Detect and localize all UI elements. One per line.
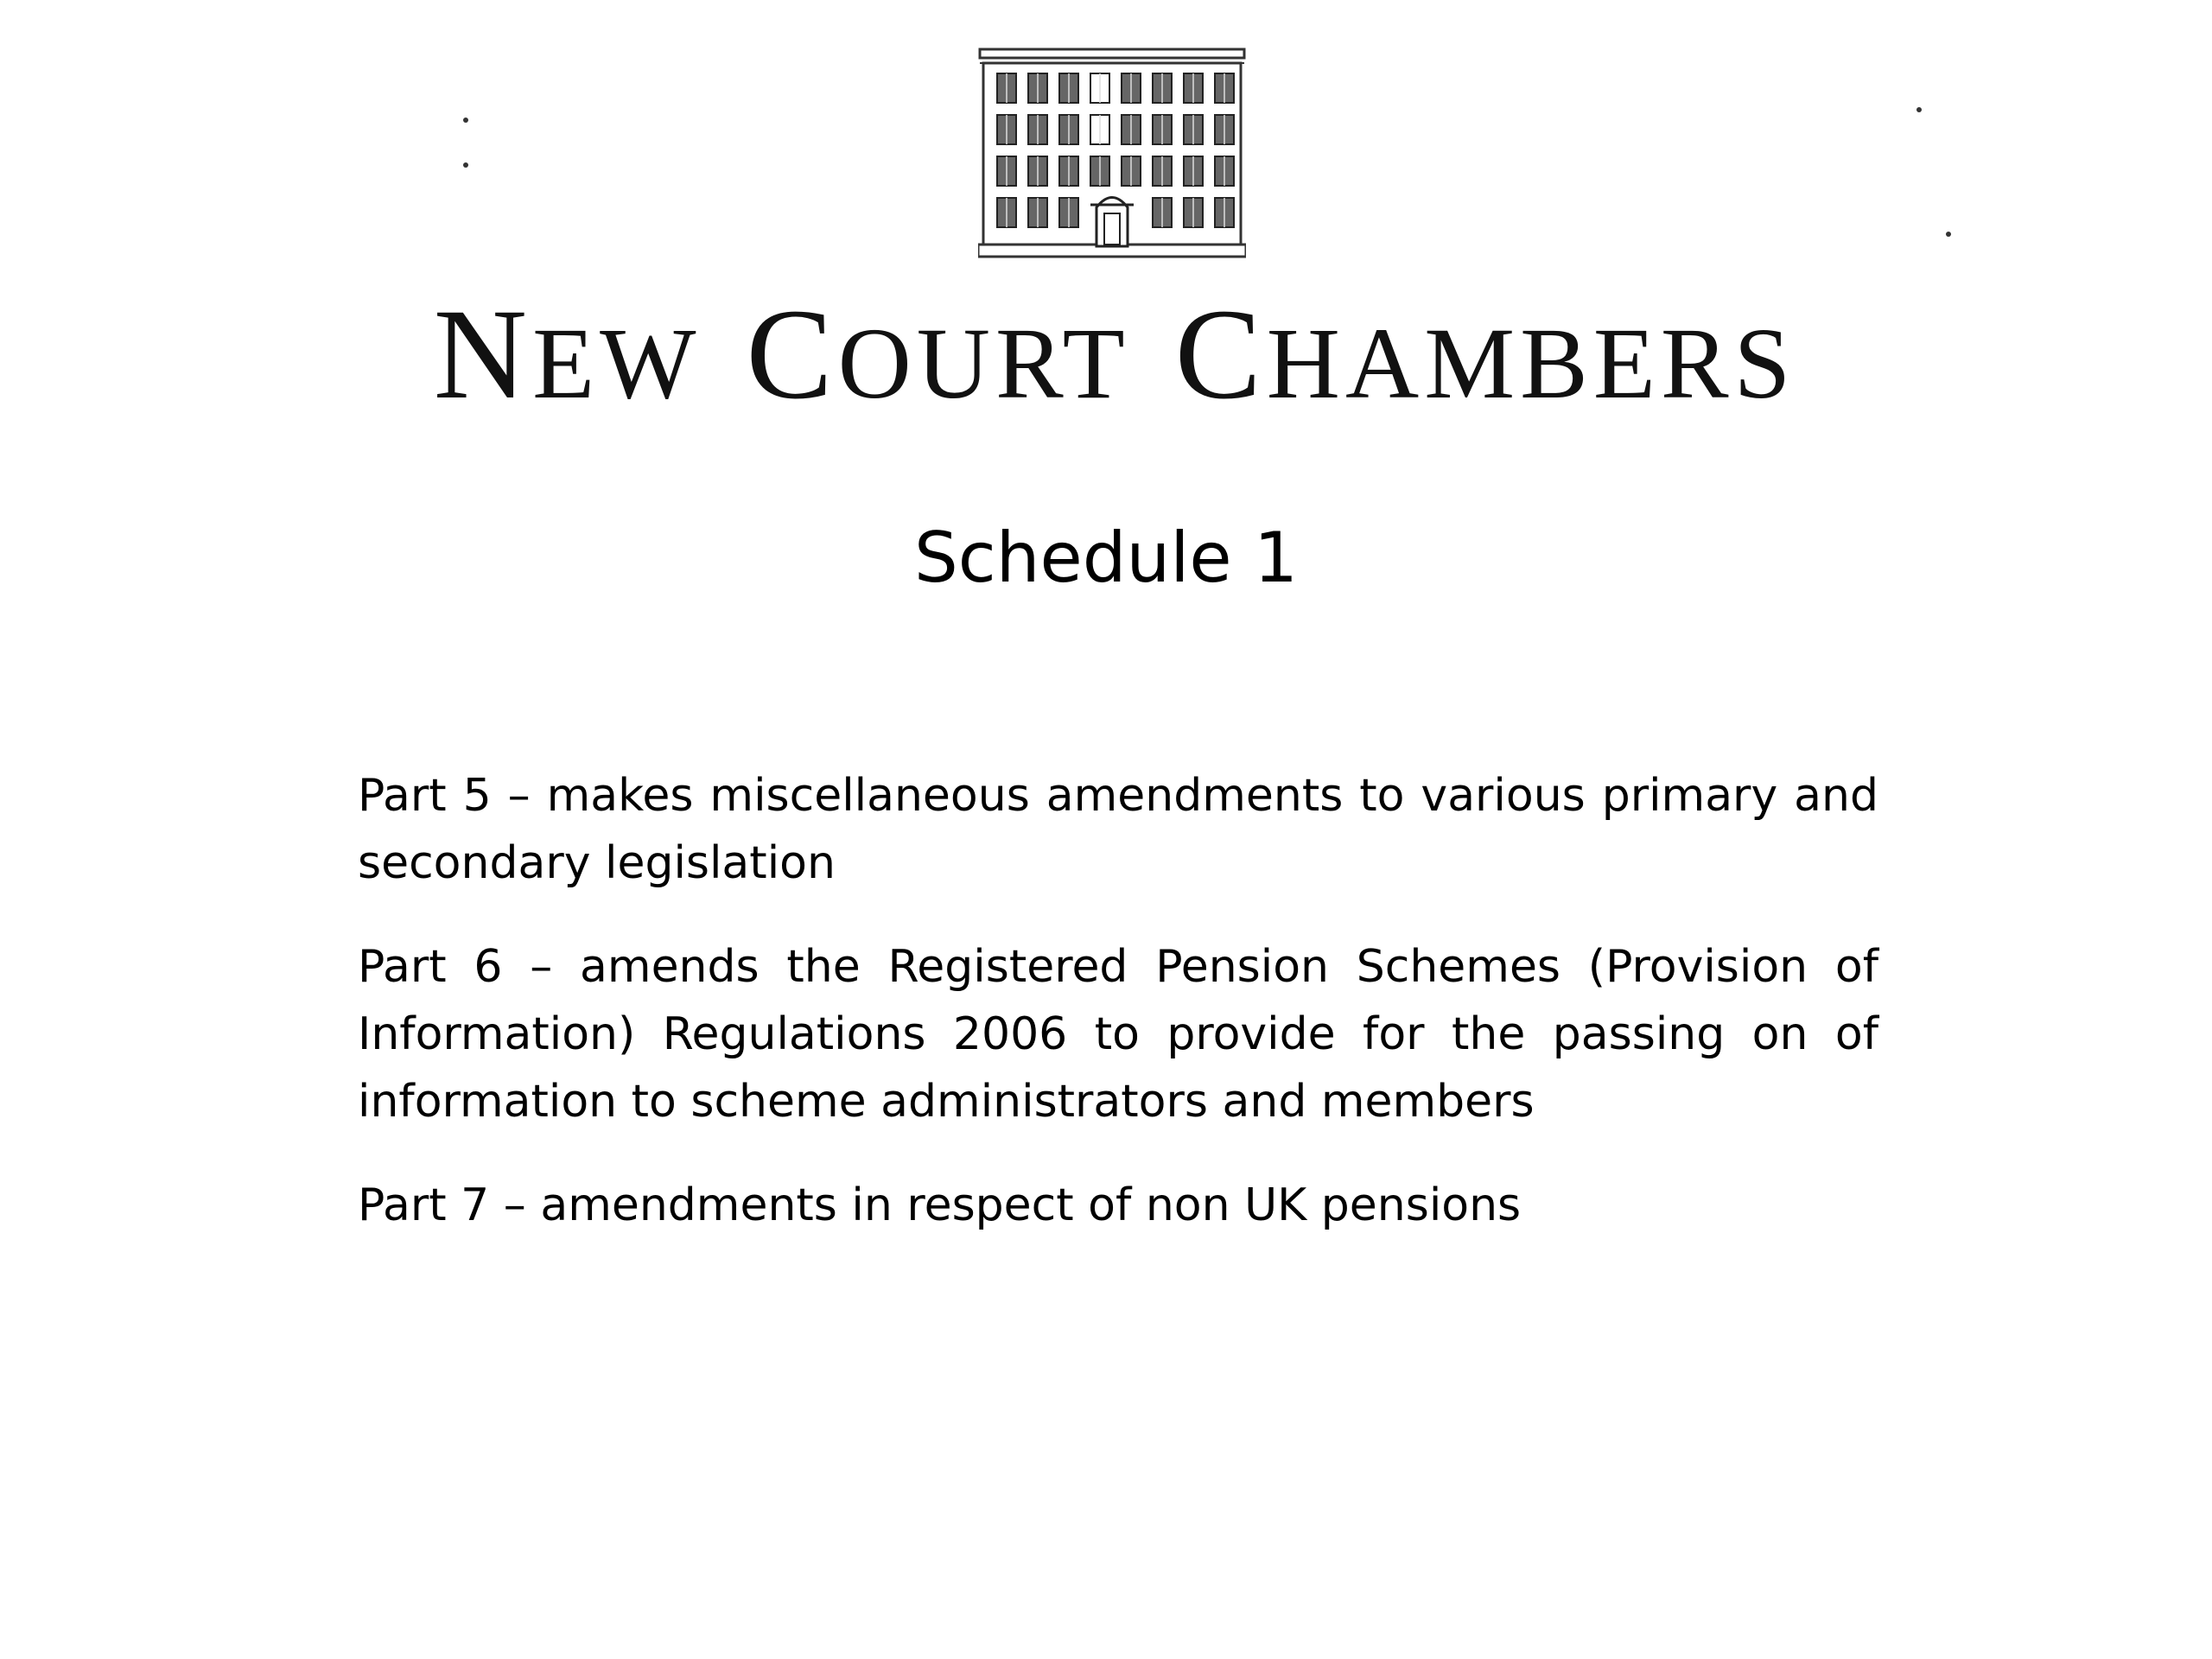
brand-word-rest: OURT [837,307,1130,420]
brand-word-initial: N [433,283,533,426]
speck [1916,107,1922,112]
brand-word-1 [433,283,702,426]
brand-word-rest: HAMBERS [1266,307,1796,420]
brand-word-initial: C [1174,283,1267,426]
speck [463,162,468,168]
brand-word-rest: EW [532,307,702,420]
slide-title: Schedule 1 [914,518,1298,598]
brand-name [268,283,1961,428]
slide-body [358,762,1878,1275]
building-icon [978,48,1246,259]
paragraph-part-7: Part 7 – amendments in respect of non UK pensions [358,1179,1522,1231]
brand-word-2 [746,283,1130,426]
speck [463,118,468,123]
speck [1946,232,1951,237]
brand-word-initial: C [746,283,838,426]
brand-word-3 [1174,283,1796,426]
paragraph-part-6: Part 6 – amends the Registered Pension Schemes (Provision of Information) Regulations 2006 to provide for the passing on of information to scheme administrators and members [358,941,1878,1128]
paragraph-part-5: Part 5 – makes miscellaneous amendments to various primary and secondary legislation [358,770,1878,889]
